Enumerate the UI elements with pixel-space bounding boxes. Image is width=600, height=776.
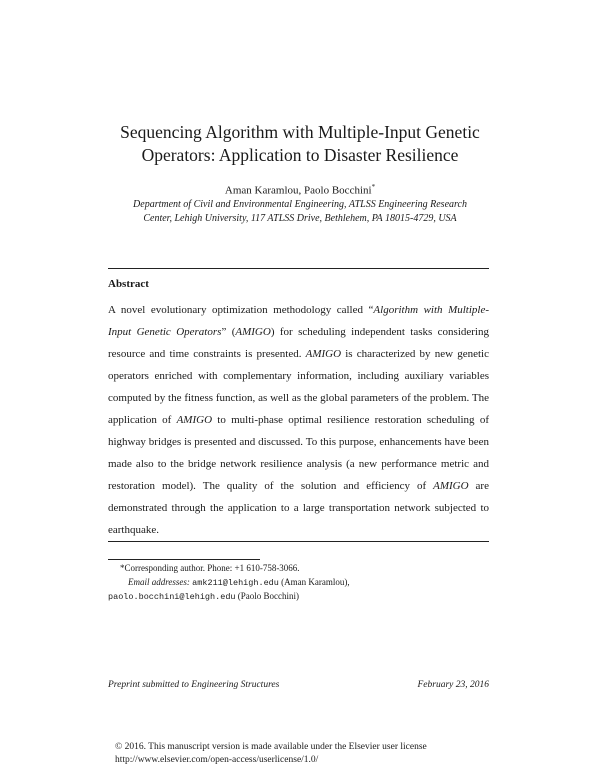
affiliation-line-1: Department of Civil and Environmental Engineering, ATLSS Engineering Research — [133, 199, 467, 210]
abstract-heading: Abstract — [108, 278, 149, 290]
abstract-text-5: to multi-phase optimal resilience restoration scheduling of highway bridges is presented and discussed. To this purpose, enhancements have been made also to the bridge network resilience analysis (a new performance metric and restoration model). The quality of the solution and efficiency of — [108, 414, 489, 492]
abstract-text-1: A novel evolutionary optimization methodology called “ — [108, 304, 374, 316]
paper-title — [60, 121, 540, 167]
amigo-acronym: AMIGO — [176, 414, 213, 426]
abstract-text-3: ) for scheduling independent tasks considering resource and time constraints is presented. — [108, 326, 489, 360]
email-owner-karamlou: (Aman Karamlou), — [281, 576, 350, 587]
email-link-karamlou[interactable]: amk211@lehigh.edu — [192, 577, 279, 588]
footnote-rule — [108, 559, 260, 560]
corresponding-mark: * — [371, 183, 376, 191]
email-line-2 — [108, 590, 489, 605]
license-notice — [115, 741, 427, 767]
footnote — [108, 562, 489, 605]
license-line-1: © 2016. This manuscript version is made available under the Elsevier user license — [115, 742, 427, 752]
title-line-1: Sequencing Algorithm with Multiple-Input Genetic — [120, 122, 480, 142]
email-link-bocchini[interactable]: paolo.bocchini@lehigh.edu — [108, 592, 236, 602]
abstract-text-2: ” ( — [221, 326, 236, 338]
abstract-body — [108, 299, 489, 541]
amigo-acronym: AMIGO — [305, 348, 342, 360]
email-line — [108, 576, 489, 591]
abstract-text-4: is characterized by new genetic operators enriched with complementary information, including auxiliary variables computed by the fitness function, as well as the global parameters of the problem. The application of — [108, 348, 489, 426]
amigo-full-name: Algorithm with Multiple-Input Genetic Operators — [108, 304, 489, 338]
authors — [60, 180, 540, 198]
corresponding-author-note: *Corresponding author. Phone: +1 610-758-3066. — [120, 563, 300, 573]
abstract-top-rule — [108, 268, 489, 269]
preprint-journal: Preprint submitted to Engineering Structures — [108, 680, 280, 690]
abstract-text-6: are demonstrated through the application to a large transportation network subjected to earthquake. — [108, 480, 489, 536]
affiliation-line-2: Center, Lehigh University, 117 ATLSS Drive, Bethlehem, PA 18015-4729, USA — [143, 213, 457, 224]
abstract-bottom-rule — [108, 541, 489, 542]
amigo-acronym: AMIGO — [235, 326, 271, 338]
title-line-2: Operators: Application to Disaster Resilience — [141, 145, 459, 165]
license-url[interactable]: http://www.elsevier.com/open-access/userlicense/1.0/ — [115, 755, 319, 765]
amigo-acronym: AMIGO — [433, 480, 469, 492]
email-label: Email addresses: — [128, 576, 190, 587]
affiliation — [60, 198, 540, 226]
email-owner-bocchini: (Paolo Bocchini) — [237, 591, 300, 601]
author-names: Aman Karamlou, Paolo Bocchini — [224, 184, 372, 197]
preprint-date: February 23, 2016 — [417, 680, 489, 690]
